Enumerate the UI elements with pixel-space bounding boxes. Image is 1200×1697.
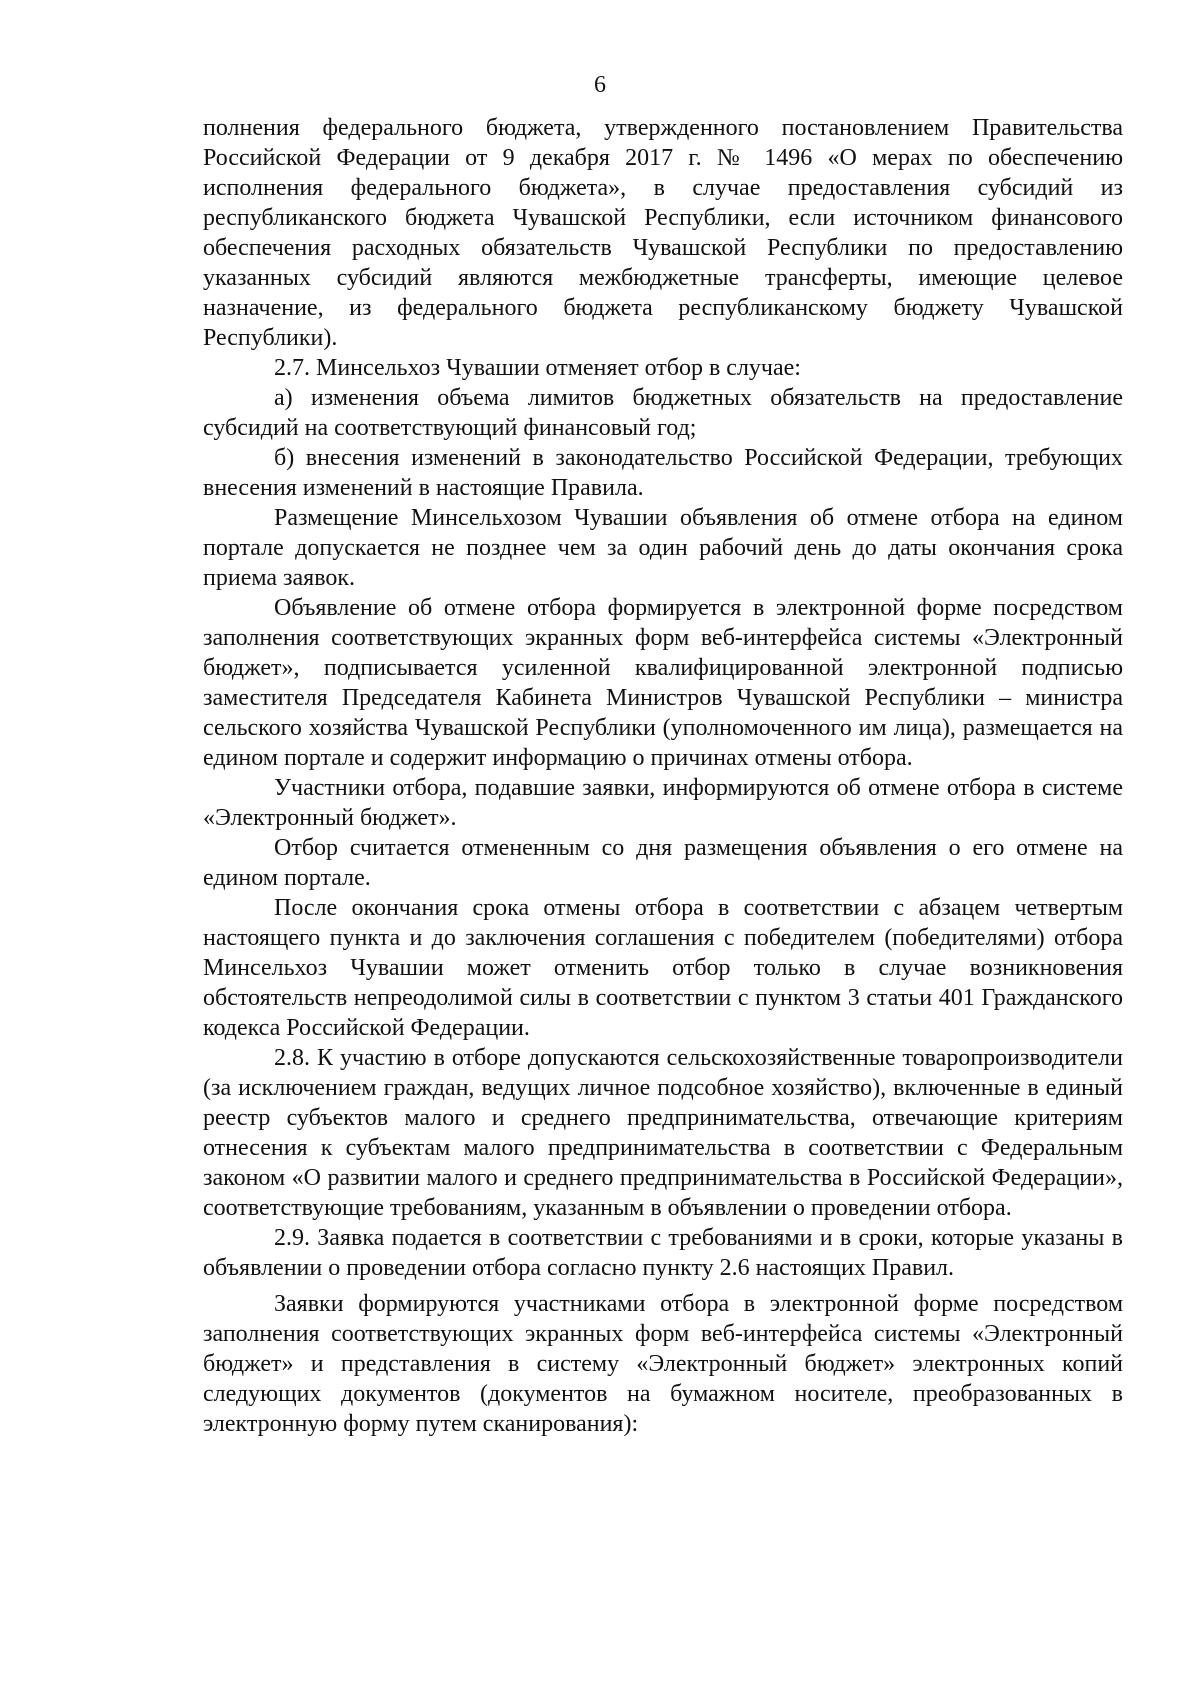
paragraph-2-7: 2.7. Минсельхоз Чувашии отменяет отбор в случае: <box>274 355 801 381</box>
paragraph-2-9: 2.9. Заявка подается в соответствии с требованиями и в сроки, которые указаны в объявлении о проведении отбора согласно пункту 2.6 настоящих Правил. <box>203 1225 1123 1281</box>
paragraph-participants-informed: Участники отбора, подавшие заявки, информируются об отмене отбора в системе «Электронный бюджет». <box>203 775 1123 831</box>
paragraph-2-8: 2.8. К участию в отборе допускаются сельскохозяйственные товаропроизводители (за исключением граждан, ведущих личное подсобное хозяйство), включенные в единый реестр субъектов малого и среднего предпринимательства, отвечающие критериям отнесения к субъектам малого предпринимательства в соответствии с Федеральным законом «О развитии малого и среднего предпринимательства в Российской Федерации», соответствующие требованиям, указанным в объявлении о проведении отбора. <box>203 1045 1123 1221</box>
paragraph-cancel-effective: Отбор считается отмененным со дня размещения объявления о его отмене на едином портале. <box>203 835 1123 891</box>
paragraph-continuation: полнения федерального бюджета, утвержденного постановлением Правительства Российской Федерации от 9 декабря 2017 г. № 1496 «О мерах по обеспечению исполнения федерального бюджета», в случае предоставления субсидий из республиканского бюджета Чувашской Республики, если источником финансового обеспечения расходных обязательств Чувашской Республики по предоставлению указанных субсидий являются межбюджетные трансферты, имеющие целевое назначение, из федерального бюджета республиканскому бюджету Чувашской Республики). <box>203 115 1123 351</box>
paragraph-cancel-announcement: Объявление об отмене отбора формируется в электронной форме посредством заполнения соответствующих экранных форм веб-интерфейса системы «Электронный бюджет», подписывается усиленной квалифицированной электронной подписью заместителя Председателя Кабинета Министров Чувашской Республики – министра сельского хозяйства Чувашской Республики (уполномоченного им лица), размещается на едином портале и содержит информацию о причинах отмены отбора. <box>203 595 1123 771</box>
paragraph-force-majeure: После окончания срока отмены отбора в соответствии с абзацем четвертым настоящего пункта и до заключения соглашения с победителем (победителями) отбора Минсельхоз Чувашии может отменить отбор только в случае возникновения обстоятельств непреодолимой силы в соответствии с пунктом 3 статьи 401 Гражданского кодекса Российской Федерации. <box>203 895 1123 1041</box>
paragraph-2-7-a: а) изменения объема лимитов бюджетных обязательств на предоставление субсидий на соответствующий финансовый год; <box>203 385 1123 441</box>
document-body <box>203 113 1123 1439</box>
page-number: 6 <box>594 72 606 98</box>
paragraph-application-forming: Заявки формируются участниками отбора в электронной форме посредством заполнения соответствующих экранных форм веб-интерфейса системы «Электронный бюджет» и представления в систему «Электронный бюджет» электронных копий следующих документов (документов на бумажном носителе, преобразованных в электронную форму путем сканирования): <box>203 1291 1123 1437</box>
paragraph-2-7-b: б) внесения изменений в законодательство Российской Федерации, требующих внесения изменений в настоящие Правила. <box>203 445 1123 501</box>
paragraph-cancel-posting: Размещение Минсельхозом Чувашии объявления об отмене отбора на едином портале допускается не позднее чем за один рабочий день до даты окончания срока приема заявок. <box>203 505 1123 591</box>
